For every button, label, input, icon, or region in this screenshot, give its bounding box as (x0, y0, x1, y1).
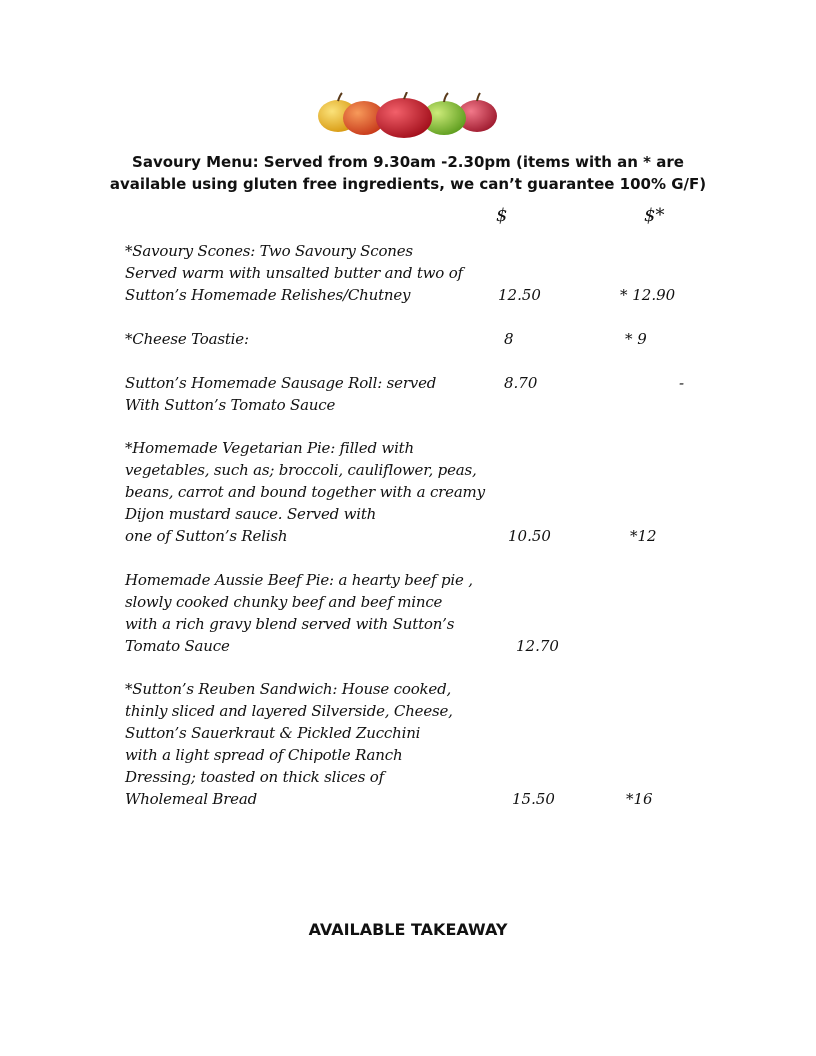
menu-item-sausage-roll (125, 372, 436, 416)
item-description-line: with a rich gravy blend served with Sutton’s (125, 615, 455, 633)
item-description-line: Homemade Aussie Beef Pie: a hearty beef pie , (125, 571, 473, 589)
item-gf-price: * 9 (625, 330, 647, 348)
item-price: 8.70 (504, 374, 538, 392)
item-description-line: with a light spread of Chipotle Ranch (125, 746, 403, 764)
item-price: 12.70 (516, 637, 559, 655)
item-description-line: *Homemade Vegetarian Pie: filled with (125, 439, 414, 457)
item-description-line: Sutton’s Homemade Sausage Roll: served (125, 374, 437, 392)
item-description-line: *Savoury Scones: Two Savoury Scones (125, 242, 413, 260)
item-price: 15.50 (512, 790, 555, 808)
menu-heading-line1: Savoury Menu: Served from 9.30am -2.30pm (items with an * are (132, 153, 684, 171)
item-gf-price: - (679, 374, 685, 392)
menu-item-reuben-sandwich (125, 678, 453, 810)
item-description-line: Wholemeal Bread (125, 790, 258, 808)
menu-item-cheese-toastie (125, 328, 249, 350)
item-description-line: Sutton’s Sauerkraut & Pickled Zucchini (125, 724, 421, 742)
item-description-line: With Sutton’s Tomato Sauce (125, 396, 336, 414)
apples-icon (316, 92, 500, 138)
menu-item-aussie-beef-pie (125, 569, 473, 657)
takeaway-footer: AVAILABLE TAKEAWAY (308, 920, 508, 939)
column-header-gluten-free: $* (644, 205, 665, 226)
item-description-line: thinly sliced and layered Silverside, Cheese, (125, 702, 453, 720)
item-price: 10.50 (508, 527, 551, 545)
item-gf-price: *16 (626, 790, 653, 808)
item-description-line: *Cheese Toastie: (125, 330, 249, 348)
item-description-line: *Sutton’s Reuben Sandwich: House cooked, (125, 680, 452, 698)
column-header-regular: $ (496, 205, 508, 226)
item-description-line: Tomato Sauce (125, 637, 230, 655)
menu-item-vegetarian-pie (125, 437, 485, 547)
item-description-line: beans, carrot and bound together with a creamy (125, 483, 485, 501)
item-description-line: Sutton’s Homemade Relishes/Chutney (125, 286, 411, 304)
item-description-line: vegetables, such as; broccoli, cauliflower, peas, (125, 461, 477, 479)
item-price: 8 (504, 330, 514, 348)
item-description-line: one of Sutton’s Relish (125, 527, 288, 545)
item-price: 12.50 (498, 286, 541, 304)
item-description-line: Served warm with unsalted butter and two of (125, 264, 463, 282)
item-description-line: Dressing; toasted on thick slices of (125, 768, 384, 786)
item-gf-price: * 12.90 (620, 286, 676, 304)
menu-item-savoury-scones (125, 240, 463, 306)
item-description-line: slowly cooked chunky beef and beef mince (125, 593, 443, 611)
menu-heading-line2: available using gluten free ingredients, we can’t guarantee 100% G/F) (109, 175, 707, 193)
item-description-line: Dijon mustard sauce. Served with (125, 505, 377, 523)
item-gf-price: *12 (630, 527, 657, 545)
